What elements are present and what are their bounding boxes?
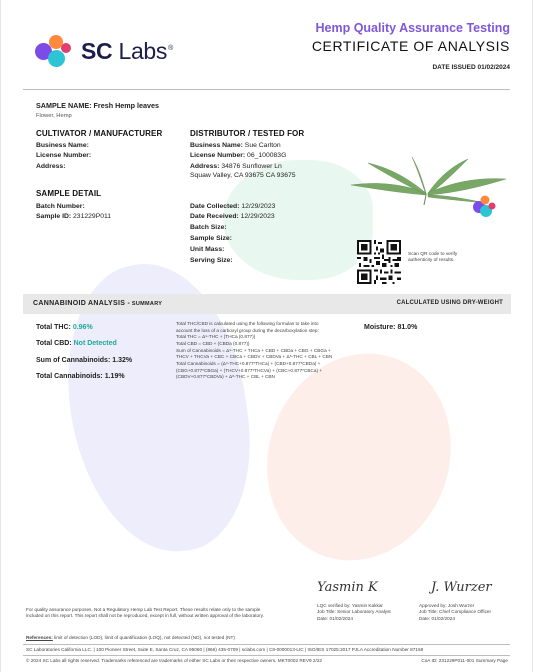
cultivator-license-label: License Number: xyxy=(36,152,92,159)
footer-address: SC Laboratories California LLC. | 100 Pioneer Street, Suite E, Santa Cruz, CA 95060 | (866) 435-0709 | sclabs.com | C8-0000013-LIC | ISO/IES 17025:2017 PJLA Accreditation Number 87168 xyxy=(26,647,424,652)
sample-type: Flower, Hemp xyxy=(36,113,72,119)
signature-left-block: LQC verified by: Yasmin Kakkar Job Title: Senior Laboratory Analyst Date: 01/02/2024 xyxy=(317,603,391,621)
total-cannabinoids: Total Cannabinoids: 1.19% xyxy=(36,373,125,380)
serving-size-label: Serving Size: xyxy=(190,257,233,264)
moisture: Moisture: 81.0% xyxy=(364,324,418,331)
cultivator-address-label: Address: xyxy=(36,163,66,170)
qr-note: Scan QR code to verify authenticity of results. xyxy=(408,252,458,264)
disclaimer: For quality assurance purposes. Not a Regulatory Hemp Lab Test Report. These results relate only to the sample included on this report. This report shall not be reproduced, except in full, without written approval of the laboratory. xyxy=(26,607,264,619)
sample-size-label: Sample Size: xyxy=(190,235,232,242)
sum-of-cannabinoids: Sum of Cannabinoids: 1.32% xyxy=(36,357,133,364)
date-issued: DATE ISSUED 01/02/2024 xyxy=(432,64,510,71)
signature-right: J. Wurzer xyxy=(431,580,492,595)
sc-labs-logo xyxy=(35,33,173,69)
footer-divider xyxy=(23,644,510,645)
distributor-license: License Number: 06_100083G xyxy=(190,152,287,159)
total-thc: Total THC: 0.96% xyxy=(36,324,93,331)
footer-copyright: © 2024 SC Labs all rights reserved. Trademarks referenced are trademarks of either SC Labs or their respective owners. MKT0002 REV9 2/22 xyxy=(26,658,323,663)
sample-name: SAMPLE NAME: Fresh Hemp leaves xyxy=(36,101,160,110)
brand-name: SC Labs® xyxy=(81,37,173,64)
tagline: Hemp Quality Assurance Testing xyxy=(315,21,510,35)
formula-notes: Total THC/CBD is calculated using the following formulas to take into account the loss of a carboxyl group during the decarboxylation step: Total THC = Δ⁹-THC + (THCa (0.877)) Total CBD = CBD + (CBDa (0.877)) Sum of Cannabinoids = Δ⁹-THC + THCa + CBD + CBDa + CBG + CBGa + THCV + THCVa + CBC + CBCa + CBDV + CBDVa + Δ⁸-THC + CBL + CBN Total Cannabinoids = (Δ⁹-THC+0.877*THCa) + (CBD+0.877*CBDa) + (CBG+0.877*CBGa) + (THCV+0.877*THCVa) + (CBC+0.877*CBCa) + (CBDV+0.877*CBDVa) + Δ⁸-THC + CBL + CBN xyxy=(176,321,333,380)
distributor-address: Address: 34876 Sunflower Ln xyxy=(190,163,282,170)
distributor-address-line2: Squaw Valley, CA 93675 CA 93675 xyxy=(190,172,296,179)
signature-right-block: Approved by: Josh Wurzer Job Title: Chief Compliance Officer Date: 01/02/2024 xyxy=(419,603,492,621)
cultivator-title: CULTIVATOR / MANUFACTURER xyxy=(36,129,163,138)
references: References: limit of detection (LOD), limit of quantification (LOQ), not detected (ND), not tested (NT) xyxy=(26,635,235,640)
qr-code-icon[interactable] xyxy=(357,240,401,284)
sample-detail-title: SAMPLE DETAIL xyxy=(36,189,102,198)
footer-divider-2 xyxy=(23,655,510,656)
unit-mass-label: Unit Mass: xyxy=(190,246,225,253)
logo-dots-icon xyxy=(35,33,75,69)
date-received: Date Received: 12/29/2023 xyxy=(190,213,275,220)
total-cbd: Total CBD: Not Detected xyxy=(36,340,117,347)
summary-title: CANNABINOID ANALYSIS - SUMMARY xyxy=(33,300,163,307)
distributor-title: DISTRIBUTOR / TESTED FOR xyxy=(190,129,305,138)
header-titles xyxy=(312,21,510,71)
distributor-business: Business Name: Sue Carlton xyxy=(190,142,281,149)
batch-size-label: Batch Size: xyxy=(190,224,227,231)
brand-dots-icon xyxy=(473,194,497,218)
signature-left: Yasmin K xyxy=(317,580,378,595)
summary-basis: CALCULATED USING DRY-WEIGHT xyxy=(396,300,503,306)
sample-id: Sample ID: 231229P011 xyxy=(36,213,112,220)
cultivator-business-label: Business Name: xyxy=(36,142,89,149)
header-divider xyxy=(23,89,510,90)
date-collected: Date Collected: 12/29/2023 xyxy=(190,203,276,210)
document-title: CERTIFICATE OF ANALYSIS xyxy=(311,38,510,54)
cannabinoid-summary-bar xyxy=(23,294,511,314)
batch-number-label: Batch Number: xyxy=(36,203,85,210)
footer-coa-id: CoA ID: 231229P011-001 Summary Page xyxy=(421,658,508,663)
